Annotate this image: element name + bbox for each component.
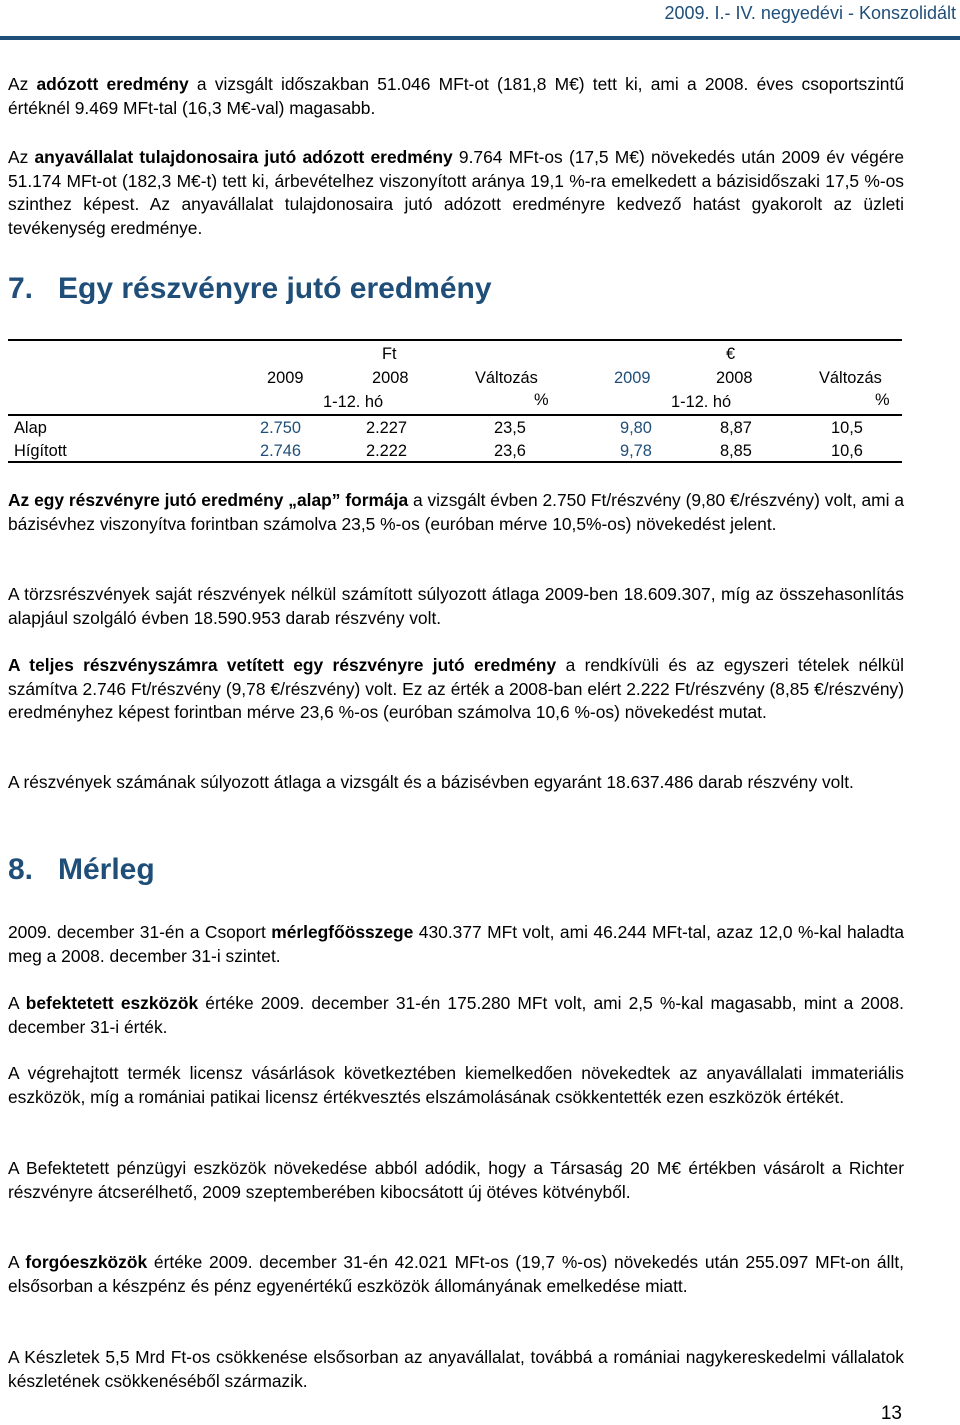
text-run: Az — [8, 74, 37, 94]
paragraph-current-assets — [8, 1251, 904, 1298]
cell-diluted-ft2009: 2.746 — [260, 442, 302, 460]
col-ft-change-sub: % — [534, 391, 549, 409]
paragraph-fixed-assets — [8, 992, 904, 1039]
text-run: Az — [8, 147, 35, 167]
col-ft-2009: 2009 — [267, 369, 304, 387]
bold-text: A teljes részvényszámra vetített egy részvényre jutó eredmény — [8, 655, 557, 675]
cell-basic-eurchg: 10,5 — [831, 419, 863, 437]
paragraph-total-assets — [8, 921, 904, 968]
cell-basic-ftchg: 23,5 — [494, 419, 526, 437]
section-title: Egy részvényre jutó eredmény — [58, 272, 492, 305]
paragraph-net-profit — [8, 73, 904, 120]
paragraph-intangibles — [8, 1062, 904, 1109]
bold-text: befektetett eszközök — [25, 993, 199, 1013]
paragraph-diluted-eps — [8, 654, 904, 725]
page-number: 13 — [880, 1403, 902, 1424]
bold-text: adózott eredmény — [36, 74, 189, 94]
bold-text: forgóeszközök — [25, 1252, 148, 1272]
cell-diluted-eur2009: 9,78 — [620, 442, 652, 460]
text-run: a vizsgált időszakban 51.046 MFt-ot (181,8 M€) tett ki, ami a 2008. éves csoportszintű értéknél 9.469 MFt-tal (16,3 M€-val) magasabb. — [8, 74, 904, 118]
cell-diluted-ftchg: 23,6 — [494, 442, 526, 460]
paragraph-basic-eps — [8, 489, 904, 536]
col-ft-2008-sub: 1-12. hó — [323, 393, 384, 411]
eps-table — [8, 339, 902, 461]
cell-basic-ft2009: 2.750 — [260, 419, 302, 437]
text-run: 2009. december 31-én a Csoport — [8, 922, 272, 942]
col-eur-change-sub: % — [875, 391, 890, 409]
cell-basic-eur2008: 8,87 — [720, 419, 752, 437]
cell-diluted-eur2008: 8,85 — [720, 442, 752, 460]
paragraph-parent-profit — [8, 146, 904, 240]
table-top-rule — [8, 339, 902, 341]
col-eur-2008-sub: 1-12. hó — [671, 393, 732, 411]
text-run: a vizsgált évben 2.750 Ft/részvény (9,80 €/részvény) volt, ami a bázisévhez viszonyítva forintban számolva 23,5 %-os (euróban mérve 10,5%-os) növekedést jelent. — [8, 490, 905, 534]
bold-text: mérlegfőösszege — [271, 922, 414, 942]
cell-basic-ft2008: 2.227 — [366, 419, 408, 437]
cell-diluted-eurchg: 10,6 — [831, 442, 863, 460]
eur-group-label: € — [726, 345, 736, 363]
cell-basic-eur2009: 9,80 — [620, 419, 652, 437]
section-title: Mérleg — [58, 853, 155, 886]
col-ft-2008: 2008 — [372, 369, 409, 387]
text-run: értéke 2009. december 31-én 42.021 MFt-os (19,7 %-os) növekedés után 255.097 MFt-on állt, elsősorban a készpénz és pénz egyenértékű eszközök állományának emelkedése miatt. — [8, 1252, 904, 1296]
text-run: a rendkívüli és az egyszeri tételek nélkül számítva 2.746 Ft/részvény (9,78 €/részvény) volt. Ez az érték a 2008-ban elért 2.222 Ft/részvény (8,85 €/részvény) eredményhez képest forintban mérve 23,6 %-os (euróban számolva 10,6 %-os) növekedést mutat. — [8, 655, 904, 722]
text-run: értéke 2009. december 31-én 175.280 MFt volt, ami 2,5 %-kal magasabb, mint a 2008. december 31-i érték. — [8, 993, 904, 1037]
paragraph-weighted-average — [8, 771, 904, 795]
table-bottom-rule — [8, 461, 902, 463]
section-number: 7. — [8, 272, 34, 305]
paragraph-inventories — [8, 1346, 904, 1393]
text-run: A végrehajtott termék licensz vásárlások következtében kiemelkedően növekedtek az anyavállalati immateriális eszközök, míg a romániai patikai licensz értékvesztés elszámolásának csökkentették ezen eszközök értékét. — [8, 1063, 904, 1107]
section-heading-eps — [8, 272, 492, 306]
paragraph-share-average — [8, 583, 904, 630]
header-rule — [0, 36, 960, 40]
text-run: A törzsrészvények saját részvények nélkül számított súlyozott átlaga 2009-ben 18.609.307, míg az összehasonlítás alapjául szolgáló évben 18.590.953 darab részvény volt. — [8, 584, 904, 628]
section-number: 8. — [8, 853, 34, 886]
col-ft-change: Változás — [475, 369, 538, 387]
col-eur-2009: 2009 — [614, 369, 651, 387]
text-run: 9.764 MFt-os (17,5 M€) növekedés után 2009 év végére 51.174 MFt-ot (182,3 M€-t) tett ki, árbevételhez viszonyított aránya 19,1 %-ra emelkedett a bázisidőszaki 17,5 %-os szinthez képest. Az anyavállalat tulajdonosaira jutó adózott eredményre kedvező hatást gyakorolt az üzleti tevékenység eredménye. — [8, 147, 904, 238]
row-label-basic: Alap — [14, 419, 47, 437]
row-label-diluted: Hígított — [14, 442, 67, 460]
text-run: A Befektetett pénzügyi eszközök növekedése abból adódik, hogy a Társaság 20 M€ értékben vásárolt a Richter részvényre átcserélhető, 2009 szeptemberében kibocsátott új ötéves kötvényből. — [8, 1158, 904, 1202]
cell-diluted-ft2008: 2.222 — [366, 442, 408, 460]
text-run: A Készletek 5,5 Mrd Ft-os csökkenése elsősorban az anyavállalat, továbbá a romániai nagykereskedelmi vállalatok készletének csökkenéséből származik. — [8, 1347, 904, 1391]
bold-text: anyavállalat tulajdonosaira jutó adózott eredmény — [34, 147, 453, 167]
bold-text: Az egy részvényre jutó eredmény „alap” formája — [8, 490, 409, 510]
text-run: 430.377 MFt volt, ami 46.244 MFt-tal, azaz 12,0 %-kal haladta meg a 2008. december 31-i szintet. — [8, 922, 904, 966]
text-run: A részvények számának súlyozott átlaga a vizsgált és a bázisévben egyaránt 18.637.486 darab részvény volt. — [8, 772, 854, 792]
col-eur-change: Változás — [819, 369, 882, 387]
ft-group-label: Ft — [382, 345, 397, 363]
col-eur-2008: 2008 — [716, 369, 753, 387]
document-header-title: 2009. I.- IV. negyedévi - Konszolidált — [664, 3, 956, 23]
text-run: A — [8, 993, 26, 1013]
table-header-rule — [8, 414, 902, 416]
section-heading-balance — [8, 853, 155, 887]
paragraph-financial-assets — [8, 1157, 904, 1204]
text-run: A — [8, 1252, 26, 1272]
